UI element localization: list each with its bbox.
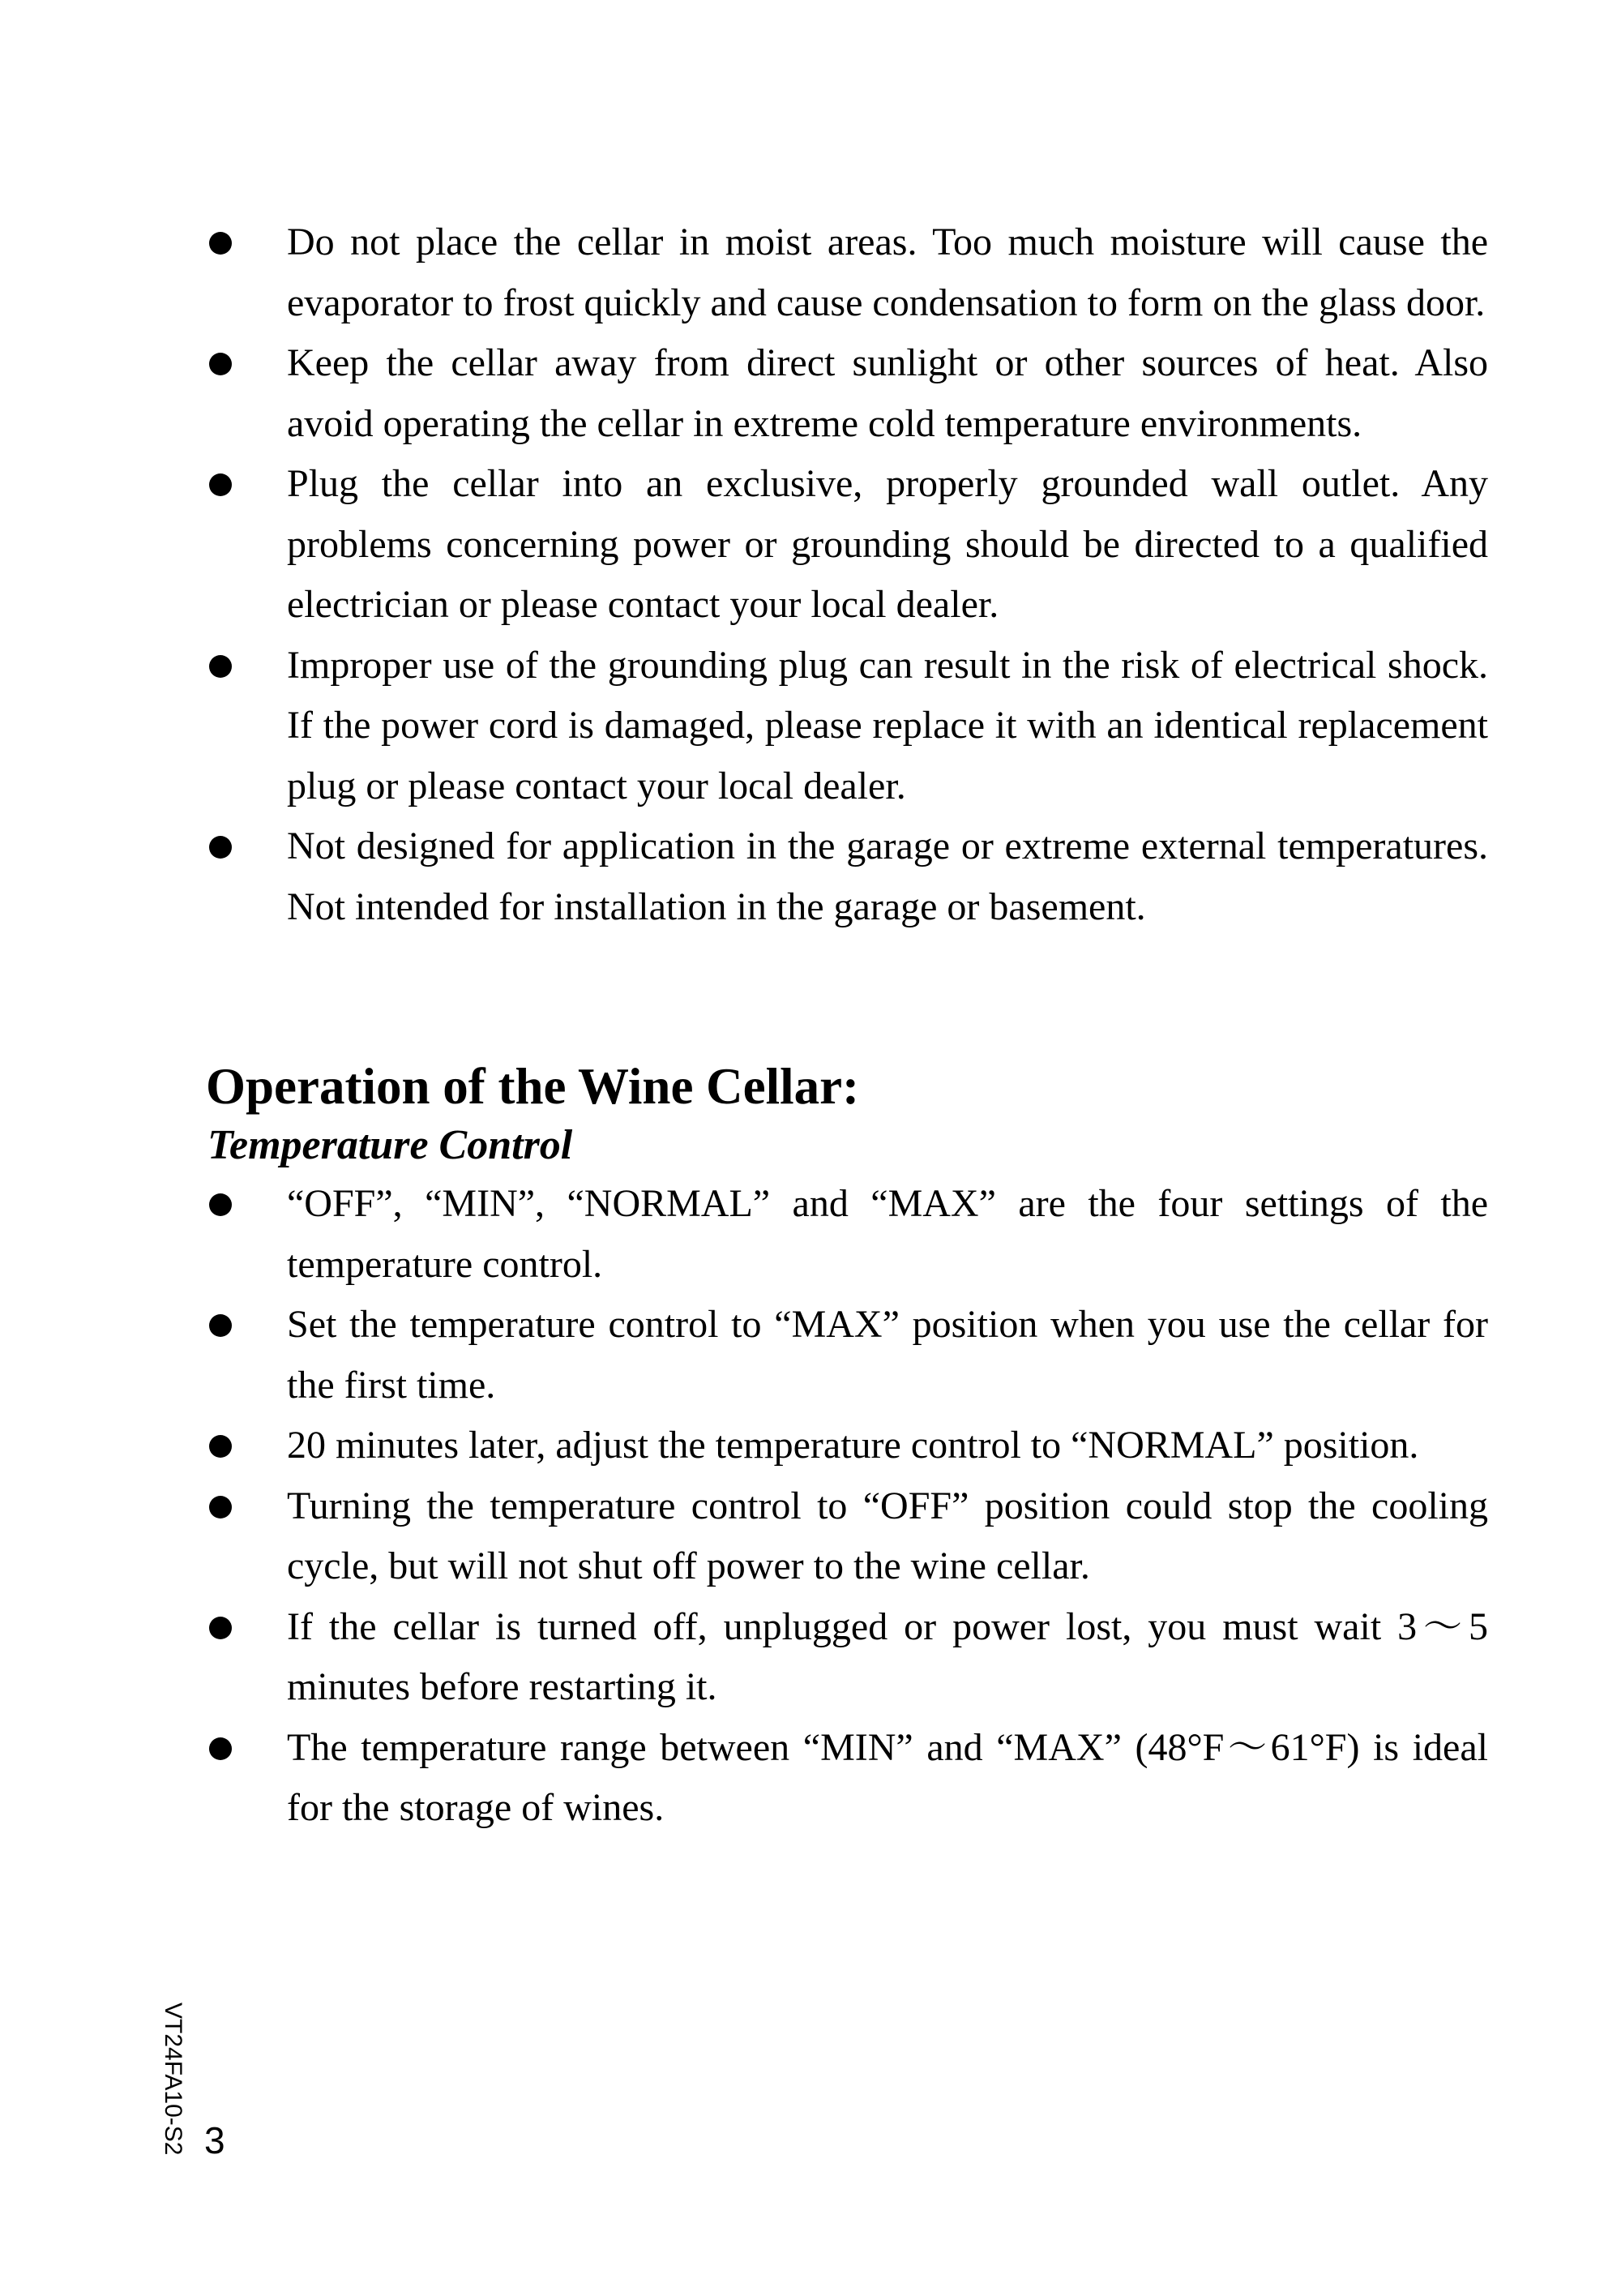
note-text: Improper use of the grounding plug can result in the risk of electrical shock. If the power cord is damaged, please replace it with an identical replacement plug or please contact your local dealer. xyxy=(287,643,1488,807)
list-item xyxy=(203,1476,1488,1597)
note-text: Plug the cellar into an exclusive, properly grounded wall outlet. Any problems concerning power or grounding should be directed to a qualified electrician or please contact your local dealer. xyxy=(287,462,1488,626)
list-item xyxy=(203,1174,1488,1295)
installation-notes-list xyxy=(203,212,1488,937)
list-item xyxy=(203,454,1488,636)
instruction-text: 20 minutes later, adjust the temperature control to “NORMAL” position. xyxy=(287,1424,1419,1467)
list-item xyxy=(203,816,1488,937)
bullet-icon xyxy=(209,655,232,678)
note-text: Keep the cellar away from direct sunlight or other sources of heat. Also avoid operating the cellar in extreme cold temperature environments. xyxy=(287,341,1488,445)
bullet-icon xyxy=(209,232,232,255)
instruction-text: The temperature range between “MIN” and “MAX” (48°F～61°F) is ideal for the storage of wines. xyxy=(287,1725,1488,1829)
list-item xyxy=(203,1416,1488,1476)
instruction-text: “OFF”, “MIN”, “NORMAL” and “MAX” are the four settings of the temperature control. xyxy=(287,1182,1488,1286)
bullet-icon xyxy=(209,836,232,859)
bullet-icon xyxy=(209,1496,232,1519)
bullet-icon xyxy=(209,1737,232,1760)
bullet-icon xyxy=(209,1193,232,1216)
bullet-icon xyxy=(209,473,232,496)
list-item xyxy=(203,1295,1488,1416)
note-text: Do not place the cellar in moist areas. Too much moisture will cause the evaporator to frost quickly and cause condensation to form on the glass door. xyxy=(287,221,1488,324)
list-item xyxy=(203,333,1488,454)
note-text: Not designed for application in the garage or extreme external temperatures. Not intended for installation in the garage or basement. xyxy=(287,825,1488,928)
instruction-text: Turning the temperature control to “OFF” position could stop the cooling cycle, but will not shut off power to the wine cellar. xyxy=(287,1484,1488,1587)
bullet-icon xyxy=(209,1314,232,1337)
model-code-label xyxy=(159,2003,186,2165)
bullet-icon xyxy=(209,353,232,375)
model-code-text: VT24FA10-S2 xyxy=(160,2003,186,2156)
list-item xyxy=(203,1597,1488,1718)
instruction-text: Set the temperature control to “MAX” position when you use the cellar for the first time. xyxy=(287,1303,1488,1407)
page-number: 3 xyxy=(204,2119,225,2161)
instruction-text: If the cellar is turned off, unplugged or power lost, you must wait 3～5 minutes before restarting it. xyxy=(287,1604,1488,1708)
bullet-icon xyxy=(209,1617,232,1639)
list-item xyxy=(203,212,1488,333)
list-item xyxy=(203,636,1488,817)
list-item xyxy=(203,1718,1488,1839)
bullet-icon xyxy=(209,1435,232,1458)
section-heading: Operation of the Wine Cellar: xyxy=(206,1058,860,1115)
section-subheading: Temperature Control xyxy=(207,1122,573,1168)
temperature-control-list xyxy=(203,1174,1488,1839)
